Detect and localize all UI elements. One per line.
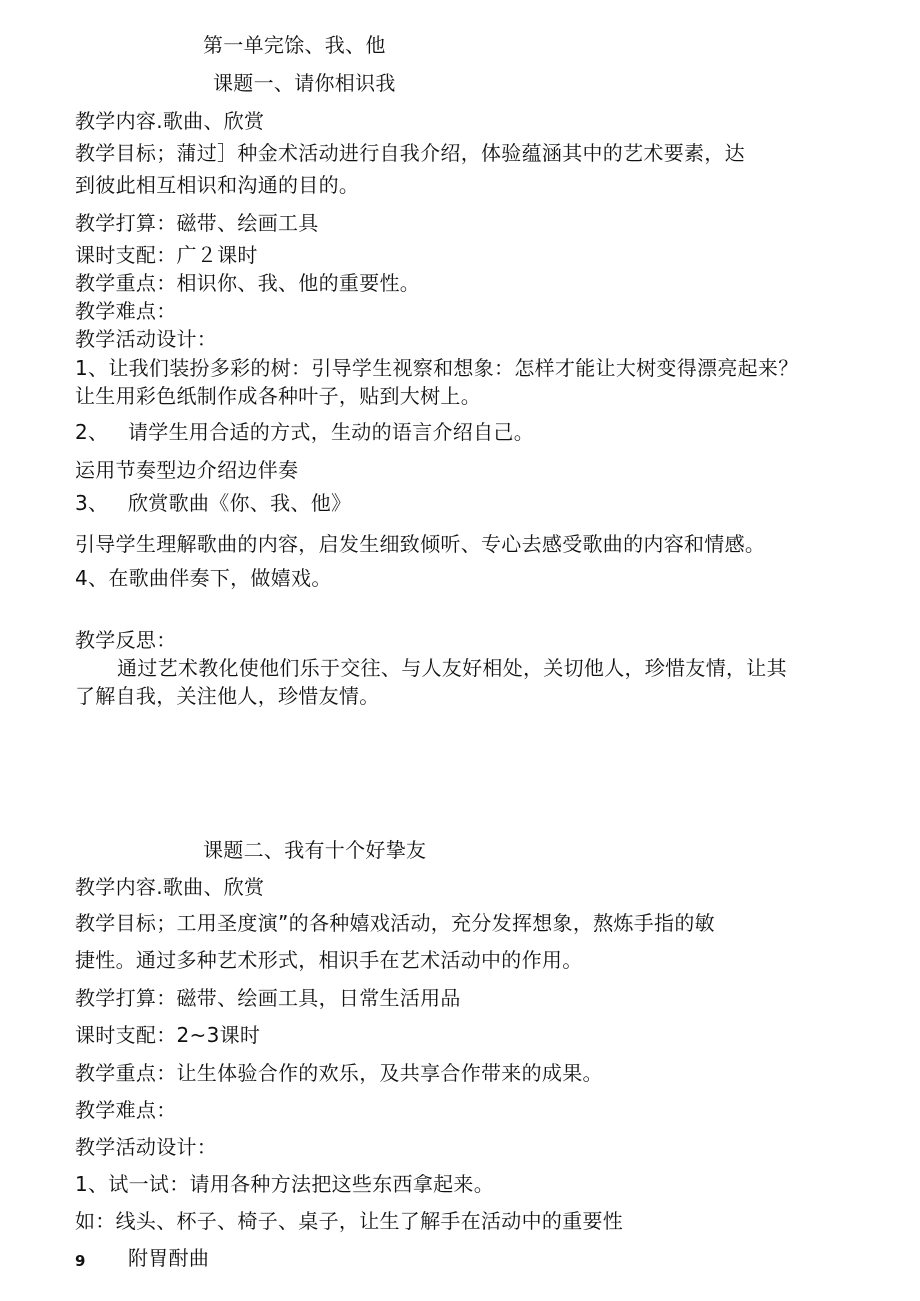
lesson2-design: 教学活动设计：	[75, 1135, 218, 1159]
lesson2-goal-line2: 捷性。通过多种艺术形式，相识手在艺术活动中的作用。	[75, 948, 583, 972]
lesson1-difficulty: 教学难点：	[75, 299, 177, 323]
lesson2-content: 教学内容.歌曲、欣赏	[75, 875, 265, 899]
lesson1-key: 教学重点：相识你、我、他的重要性。	[75, 271, 421, 295]
lesson1-step2-number: 2、	[75, 420, 109, 444]
lesson1-step1-line1: 1、让我们装扮多彩的树：引导学生视察和想象：怎样才能让大树变得漂亮起来？	[75, 356, 799, 380]
lesson2-title: 课题二、我有十个好挚友	[203, 838, 427, 862]
lesson1-step4: 4、在歌曲伴奏下，做嬉戏。	[75, 566, 332, 590]
lesson1-step2-note: 运用节奏型边介绍边伴奏	[75, 458, 299, 482]
lesson1-reflection-line2: 了解自我，关注他人，珍惜友情。	[75, 684, 380, 708]
lesson1-reflection-label: 教学反思：	[75, 628, 177, 652]
unit-title: 第一单完馀、我、他	[203, 33, 386, 57]
lesson2-key: 教学重点：让生体验合作的欢乐，及共享合作带来的成果。	[75, 1061, 603, 1085]
lesson2-step1: 1、试一试：请用各种方法把这些东西拿起来。	[75, 1172, 495, 1196]
lesson2-step2-number: 9	[75, 1252, 86, 1270]
lesson2-goal-line1: 教学目标；工用圣度演”的各种嬉戏活动，充分发挥想象，熬炼手指的敏	[75, 911, 715, 935]
lesson2-prep: 教学打算：磁带、绘画工具，日常生活用品	[75, 986, 461, 1010]
lesson1-step3-note: 引导学生理解歌曲的内容，启发生细致倾听、专心去感受歌曲的内容和情感。	[75, 532, 766, 556]
lesson1-step1-line2: 让生用彩色纸制作成各种叶子，贴到大树上。	[75, 384, 481, 408]
lesson1-goal-line1: 教学目标；蒲过］种金术活动进行自我介绍，体验蕴涵其中的艺术要素，达	[75, 141, 745, 165]
lesson1-step3-number: 3、	[75, 491, 109, 515]
lesson1-design: 教学活动设计：	[75, 327, 218, 351]
lesson1-prep: 教学打算：磁带、绘画工具	[75, 211, 319, 235]
lesson1-step3-text: 欣赏歌曲《你、我、他》	[128, 491, 352, 515]
lesson1-reflection-line1: 通过艺术教化使他们乐于交往、与人友好相处，关切他人，珍惜友情，让其	[117, 656, 787, 680]
lesson2-step2-text: 附胃酎曲	[128, 1246, 210, 1270]
lesson1-hours: 课时支配：广２课时	[75, 243, 258, 267]
lesson1-content: 教学内容.歌曲、欣赏	[75, 109, 265, 133]
lesson2-hours: 课时支配：2~3课时	[75, 1023, 261, 1047]
lesson2-step1-note: 如：线头、杯子、椅子、桌子，让生了解手在活动中的重要性	[75, 1209, 624, 1233]
lesson1-title: 课题一、请你相识我	[213, 71, 396, 95]
lesson2-difficulty: 教学难点：	[75, 1098, 177, 1122]
lesson1-goal-line2: 到彼此相互相识和沟通的目的。	[75, 173, 360, 197]
lesson1-step2-text: 请学生用合适的方式，生动的语言介绍自己。	[128, 420, 534, 444]
